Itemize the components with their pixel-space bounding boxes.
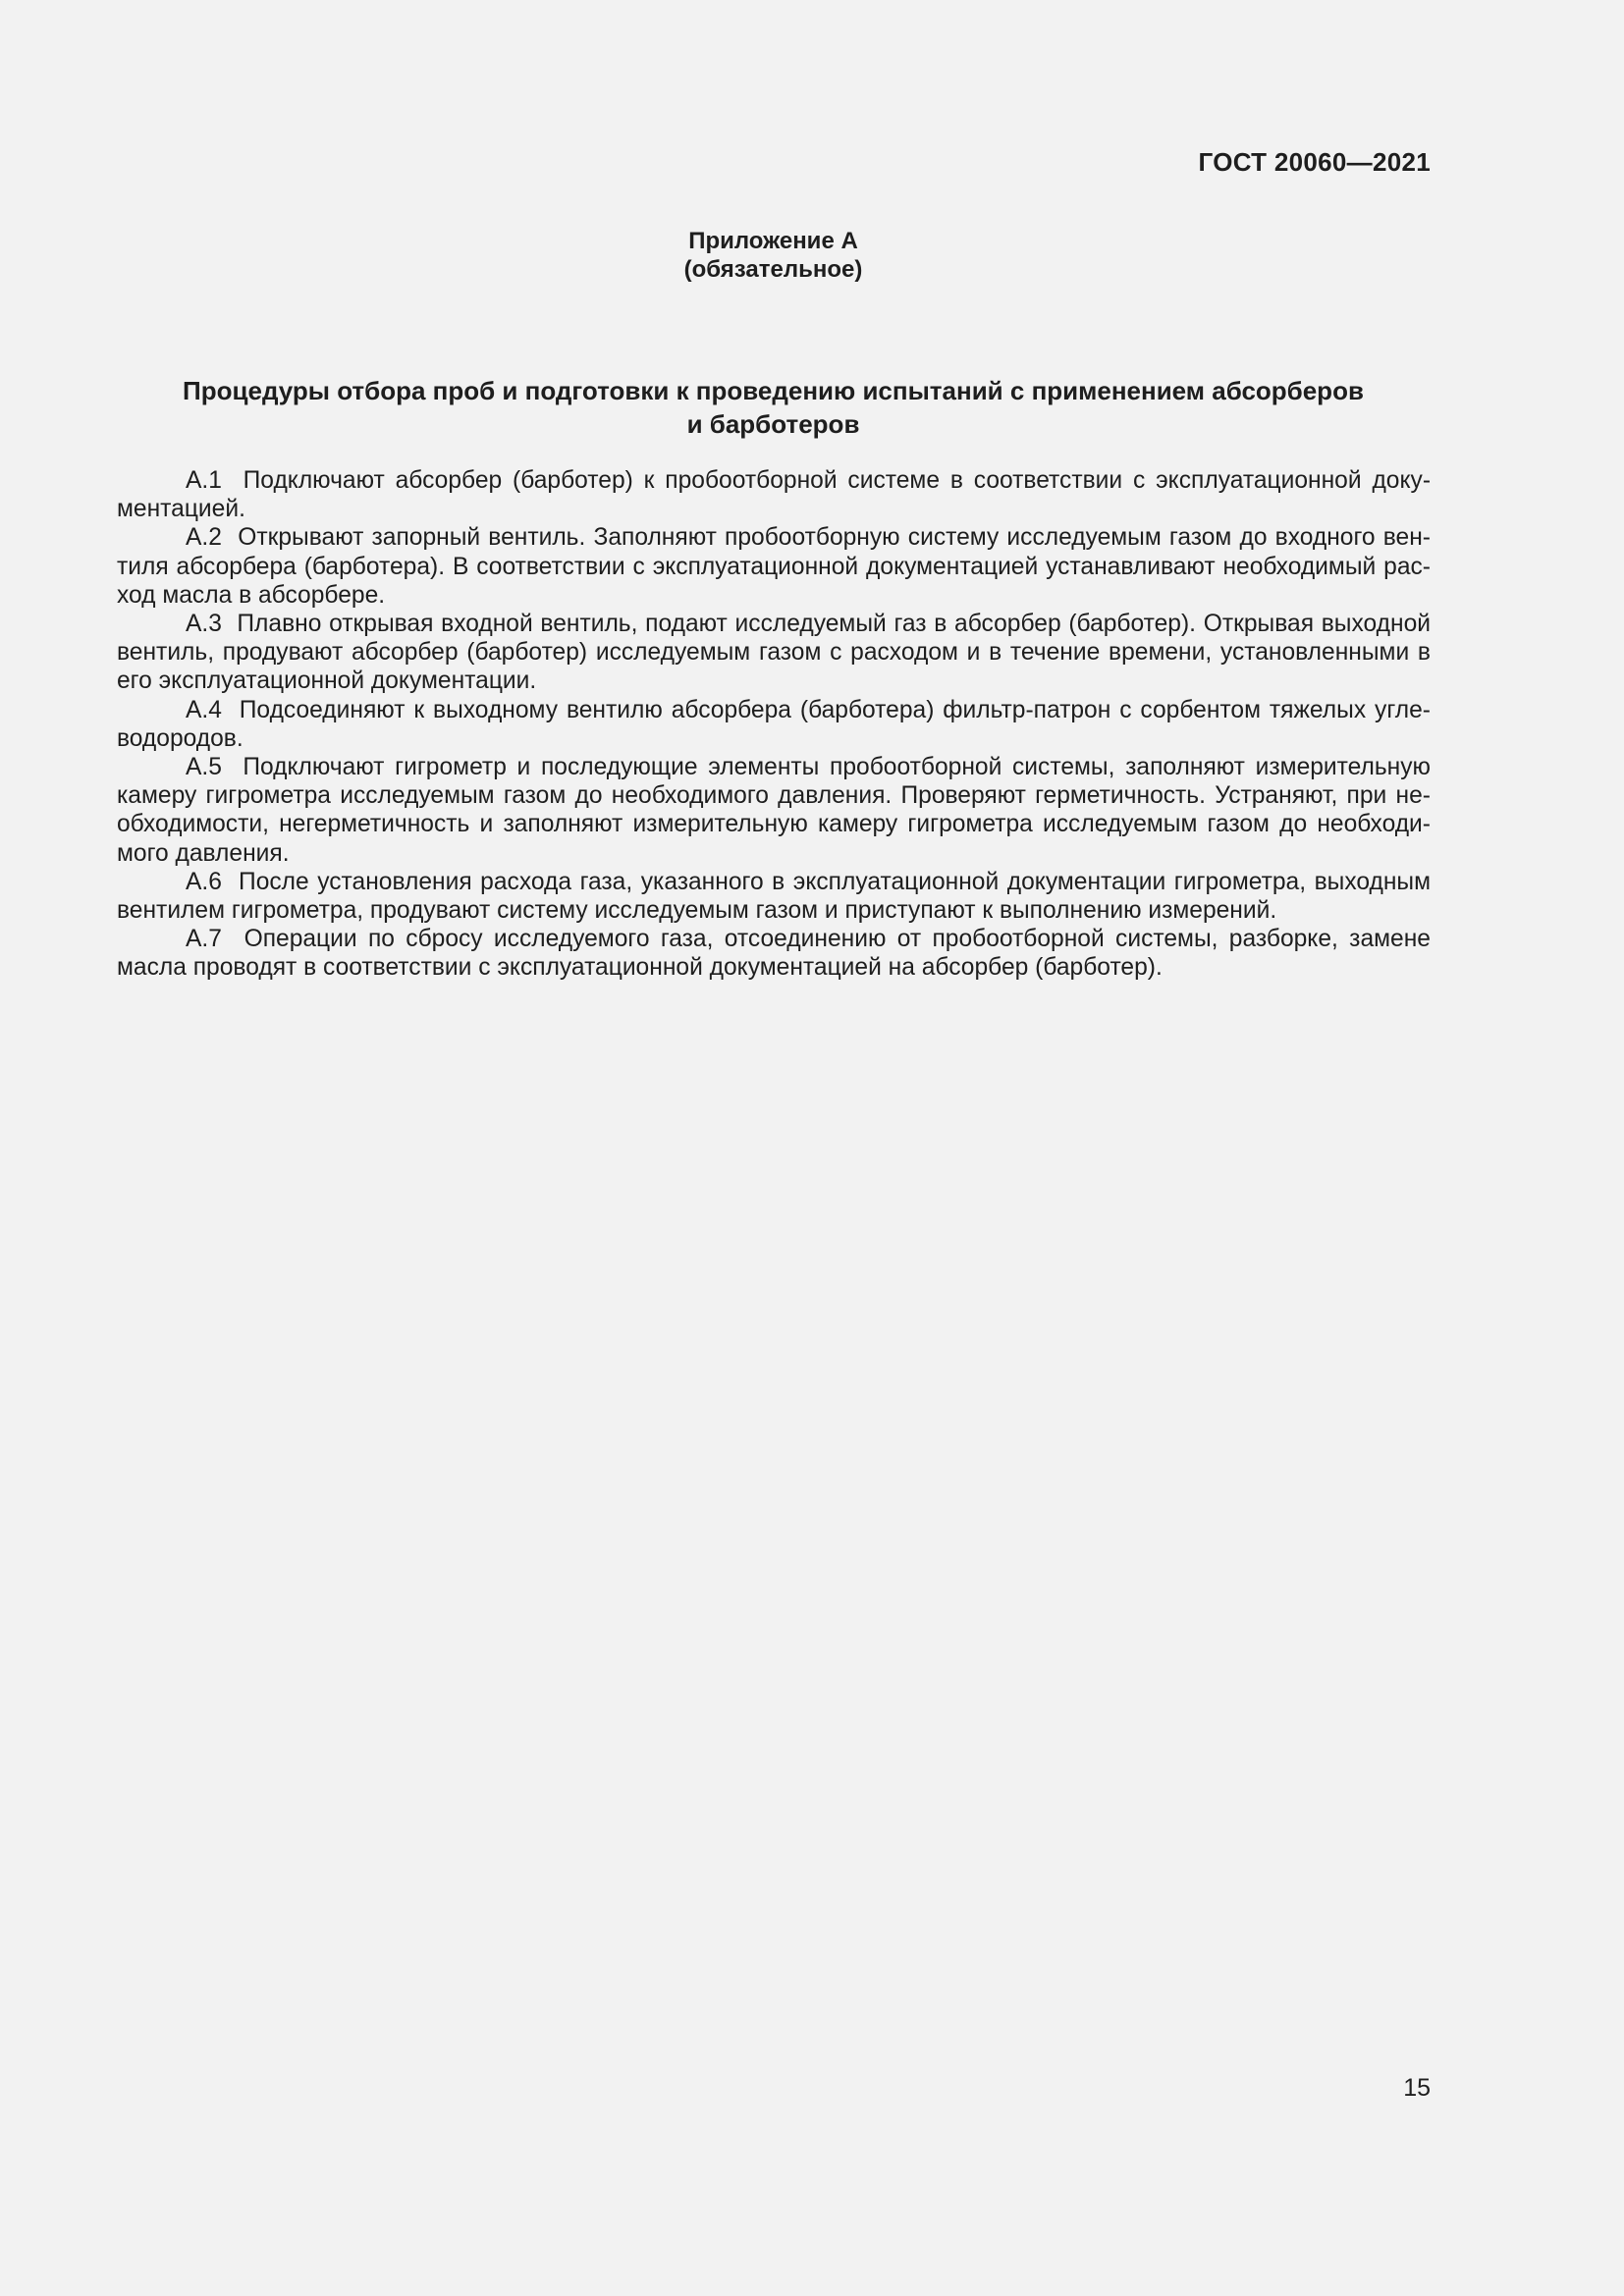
standard-number: ГОСТ 20060—2021 — [1198, 147, 1431, 177]
paragraph-a7 — [117, 925, 1431, 982]
paragraph-a6 — [117, 868, 1431, 925]
paragraph-a5 — [117, 753, 1431, 868]
paragraph-text: Подсоединяют к выходному вентилю абсорбера (барботера) фильтр-патрон с сорбентом тяжелых углеводородов. — [117, 696, 1431, 752]
paragraph-a3 — [117, 610, 1431, 696]
paragraph-a1 — [117, 466, 1431, 523]
paragraph-text: Плавно открывая входной вентиль, подают исследуемый газ в абсорбер (барботер). Открывая выходной вентиль, продувают абсорбер (барботер) исследуемым газом с расходом и в течение времени, установленными в его эксплуатационной документации. — [117, 611, 1431, 695]
paragraph-a4 — [117, 696, 1431, 753]
paragraph-text: Подключают абсорбер (барботер) к пробоотборной системе в соответствии с эксплуатационной документацией. — [117, 467, 1432, 523]
appendix-title: Приложение А — [688, 228, 858, 254]
paragraph-a2 — [117, 523, 1431, 610]
paragraph-text: Открывают запорный вентиль. Заполняют пробоотборную систему исследуемым газом до входного вентиля абсорбера (барботера). В соответствии с эксплуатационной документацией устанавливают необходимый расход масла в абсорбере. — [117, 524, 1431, 609]
section-title-line-2: и барботеров — [686, 409, 860, 439]
appendix-status: (обязательное) — [683, 256, 863, 283]
paragraph-number: А.1 — [186, 467, 222, 494]
section-title-line-1: Процедуры отбора проб и подготовки к проведению испытаний с применением абсорберов — [183, 376, 1364, 405]
body-text — [117, 466, 1431, 983]
paragraph-number: А.2 — [186, 524, 222, 552]
paragraph-number: А.3 — [186, 611, 222, 638]
paragraph-text: Подключают гигрометр и последующие элементы пробоотборной системы, заполняют измерительную камеру гигрометра исследуемым газом до необходимого давления. Проверяют герметичность. Устраняют, при необходимости, негерметичность и заполняют измерительную камеру гигрометра исследуемым газом до необходимого давления. — [117, 754, 1431, 867]
paragraph-number: А.6 — [186, 868, 222, 895]
paragraph-text: Операции по сбросу исследуемого газа, отсоединению от пробоотборной системы, разборке, замене масла проводят в соответствии с эксплуатационной документацией на абсорбер (барботер). — [117, 926, 1431, 982]
paragraph-number: А.4 — [186, 696, 222, 723]
paragraph-number: А.5 — [186, 754, 222, 781]
appendix-heading — [0, 227, 1546, 284]
paragraph-number: А.7 — [186, 926, 222, 953]
section-title — [116, 374, 1431, 441]
paragraph-text: После установления расхода газа, указанного в эксплуатационной документации гигрометра, выходным вентилем гигрометра, продувают систему исследуемым газом и приступают к выполнению измерений. — [117, 868, 1432, 925]
page-number: 15 — [1403, 2074, 1431, 2102]
